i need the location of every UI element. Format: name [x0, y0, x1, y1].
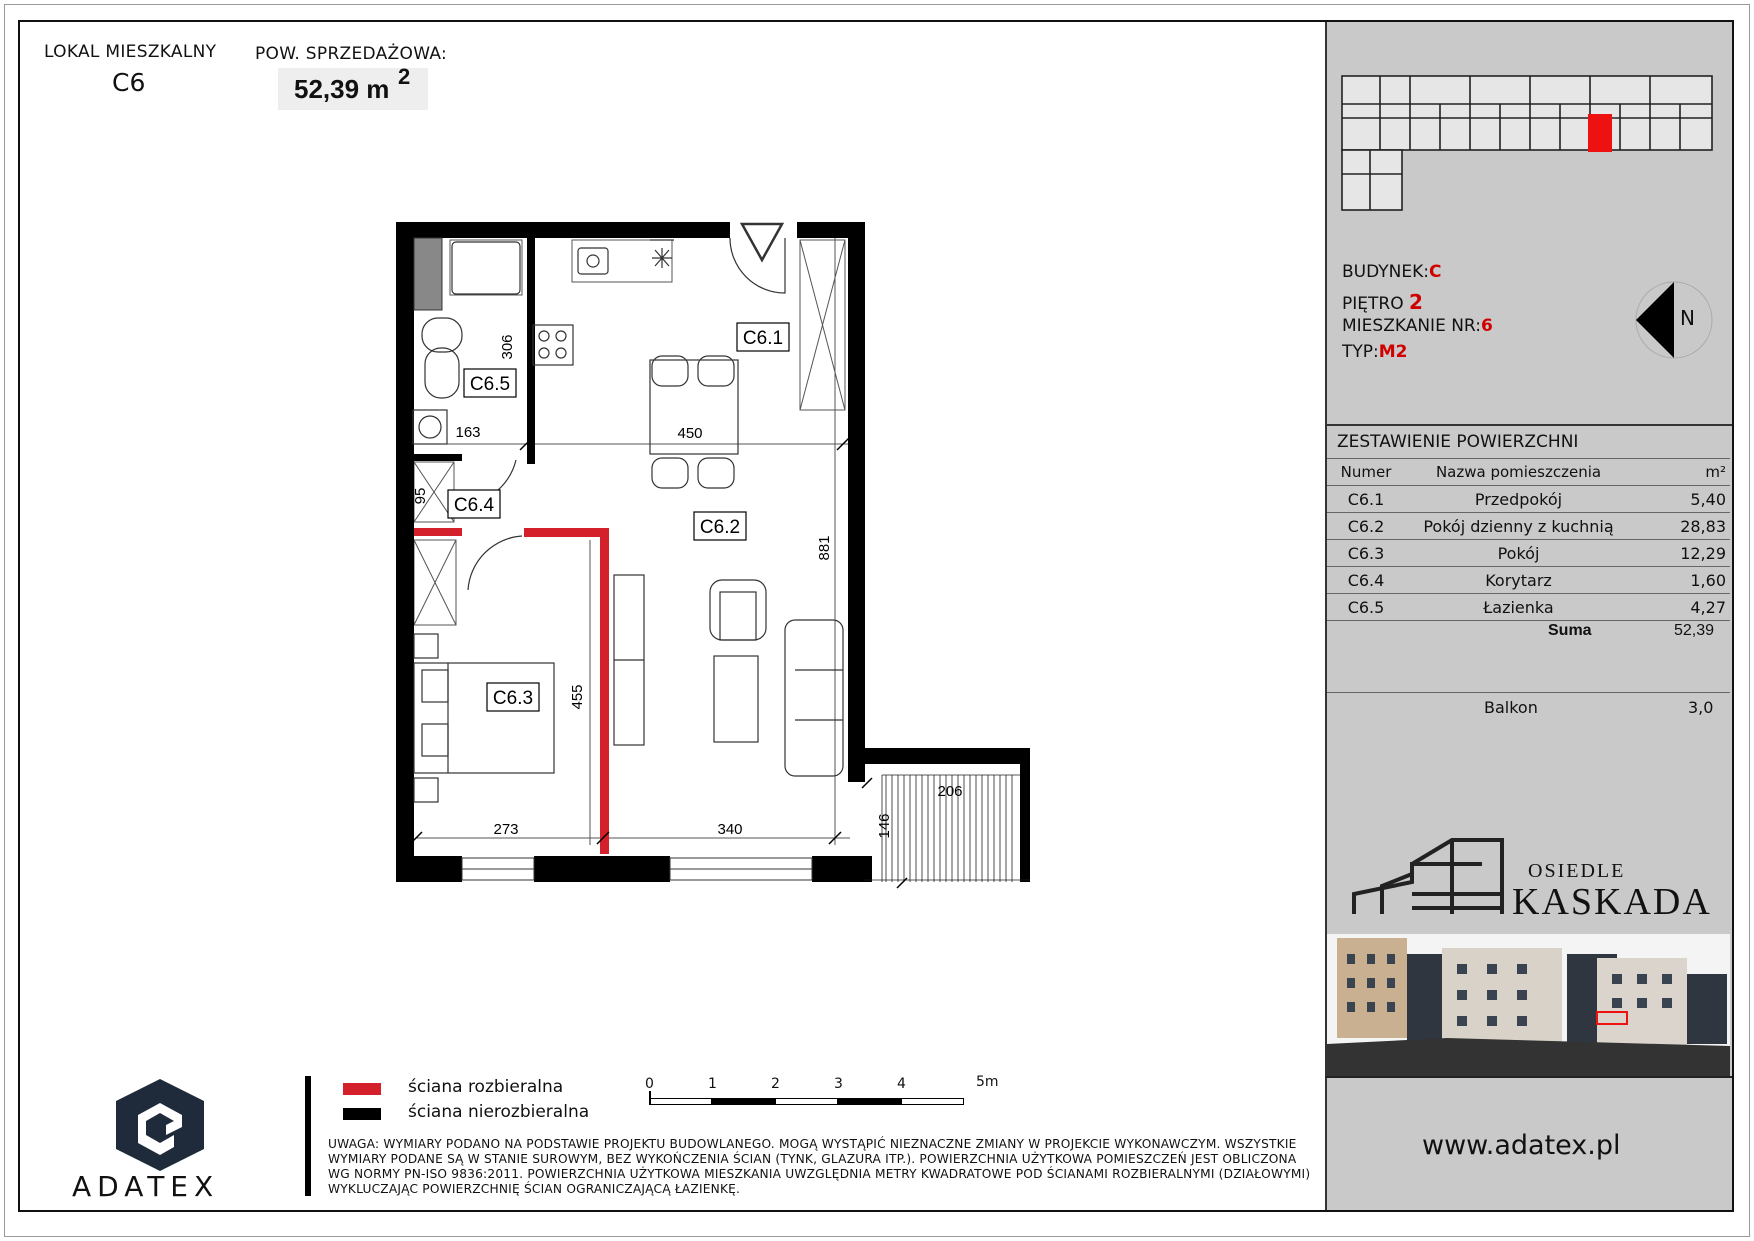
type-value: M2 [1378, 342, 1408, 362]
col-number: Numer [1327, 459, 1405, 486]
area-label: POW. SPRZEDAŻOWA: [255, 44, 448, 64]
osiedle-text: OSIEDLE [1528, 860, 1626, 882]
disclaimer-note: UWAGA: WYMIARY PODANO NA PODSTAWIE PROJEKTU BUDOWLANEGO. MOGĄ WYSTĄPIĆ NIEZNACZNE ZMIANY W PROJEKCIE WYKONAWCZYM. WSZYSTKIE WYMIARY PODANE SĄ W STANIE SUROWYM, BEZ WYKOŃCZENIA ŚCIAN (TYNK, GLAZURA ITP.). POWIERZCHNIA UŻYTKOWA POMIESZCZEŃ JEST OBLICZONA WG NORMY PN-ISO 9836:2011. POWIERZCHNIA UŻYTKOWA MIESZKANIA UWZGLĘDNIA METRY KWADRATOWE POD ŚCIANAMI ROZBIERALNYMI (DZIAŁOWYMI) WYKLUCZAJĄC POWIERZCHNIĘ ŚCIAN OGRANICZAJĄCĄ ŁAZIENKĘ. [328, 1137, 1311, 1196]
areas-table [1327, 458, 1730, 621]
areas-title: ZESTAWIENIE POWIERZCHNI [1337, 432, 1579, 452]
flat-value: 6 [1480, 316, 1493, 336]
area-sup: 2 [398, 64, 411, 89]
table-row: C6.5 Łazienka 4,27 [1327, 594, 1730, 621]
floor-plan [380, 210, 1040, 910]
flat-info [1342, 316, 1493, 336]
legend-divider [305, 1076, 311, 1196]
dim-881: 881 [816, 535, 833, 561]
render-divider [1325, 1076, 1732, 1078]
key-plan [1340, 74, 1720, 214]
adatex-logo-icon [100, 1075, 220, 1175]
dim-206: 206 [937, 783, 963, 800]
dim-450: 450 [677, 425, 703, 442]
balcony-divider [1327, 692, 1730, 693]
flat-label: MIESZKANIE NR: [1342, 316, 1481, 336]
dim-455: 455 [569, 684, 586, 710]
floor-info [1342, 290, 1423, 314]
north-label: N [1680, 306, 1695, 330]
fixed-wall-swatch [343, 1108, 381, 1120]
scale-2: 2 [771, 1076, 780, 1092]
north-arrow-icon [1634, 280, 1714, 360]
room-label-c62: C6.2 [699, 517, 741, 538]
area-box [278, 64, 428, 110]
floor-label: PIĘTRO [1342, 294, 1404, 314]
fixed-wall-label: ściana nierozbieralna [408, 1102, 590, 1122]
col-name: Nazwa pomieszczenia [1405, 459, 1632, 486]
room-label-c61: C6.1 [742, 328, 784, 349]
dim-146: 146 [876, 813, 893, 839]
kaskada-text: KASKADA [1512, 881, 1712, 923]
type-info [1342, 342, 1408, 362]
panel-divider [1325, 424, 1732, 426]
scale-bar [645, 1074, 999, 1116]
sum-label: Suma [1548, 622, 1592, 639]
dim-306: 306 [499, 334, 516, 360]
dim-95: 95 [412, 487, 429, 505]
unit-code: C6 [112, 68, 146, 97]
table-row: C6.1 Przedpokój 5,40 [1327, 486, 1730, 513]
company-name: ADATEX [72, 1170, 220, 1203]
floor-value: 2 [1409, 290, 1423, 314]
dim-340: 340 [717, 821, 743, 838]
building-value: C [1428, 262, 1442, 282]
room-label-c63: C6.3 [492, 688, 534, 709]
building-label: BUDYNEK: [1342, 262, 1429, 282]
removable-wall-label: ściana rozbieralna [408, 1077, 564, 1097]
scale-0: 0 [645, 1076, 654, 1092]
removable-wall-swatch [343, 1083, 381, 1095]
table-row: C6.3 Pokój 12,29 [1327, 540, 1730, 567]
type-label: TYP: [1342, 342, 1379, 362]
balcony-label: Balkon [1484, 698, 1538, 717]
website-link[interactable]: www.adatex.pl [1422, 1130, 1621, 1161]
areas-header-row [1327, 459, 1730, 486]
scale-3: 3 [834, 1076, 843, 1092]
scale-4: 4 [897, 1076, 906, 1092]
balcony-value: 3,0 [1688, 698, 1714, 717]
dim-273: 273 [493, 821, 519, 838]
unit-label: LOKAL MIESZKALNY [44, 42, 217, 62]
building-render [1327, 934, 1730, 1076]
kaskada-logo-icon [1352, 836, 1532, 918]
building-info [1342, 262, 1441, 282]
col-unit: m² [1632, 459, 1730, 486]
scale-5m: 5m [976, 1074, 999, 1090]
room-label-c65: C6.5 [469, 374, 511, 395]
area-value: 52,39 m [294, 74, 390, 104]
floor-plan-svg [380, 210, 1040, 910]
room-label-c64: C6.4 [453, 495, 495, 516]
dim-163: 163 [455, 424, 481, 441]
sum-value: 52,39 [1674, 622, 1715, 639]
table-row: C6.4 Korytarz 1,60 [1327, 567, 1730, 594]
table-row: C6.2 Pokój dzienny z kuchnią 28,83 [1327, 513, 1730, 540]
scale-1: 1 [708, 1076, 717, 1092]
